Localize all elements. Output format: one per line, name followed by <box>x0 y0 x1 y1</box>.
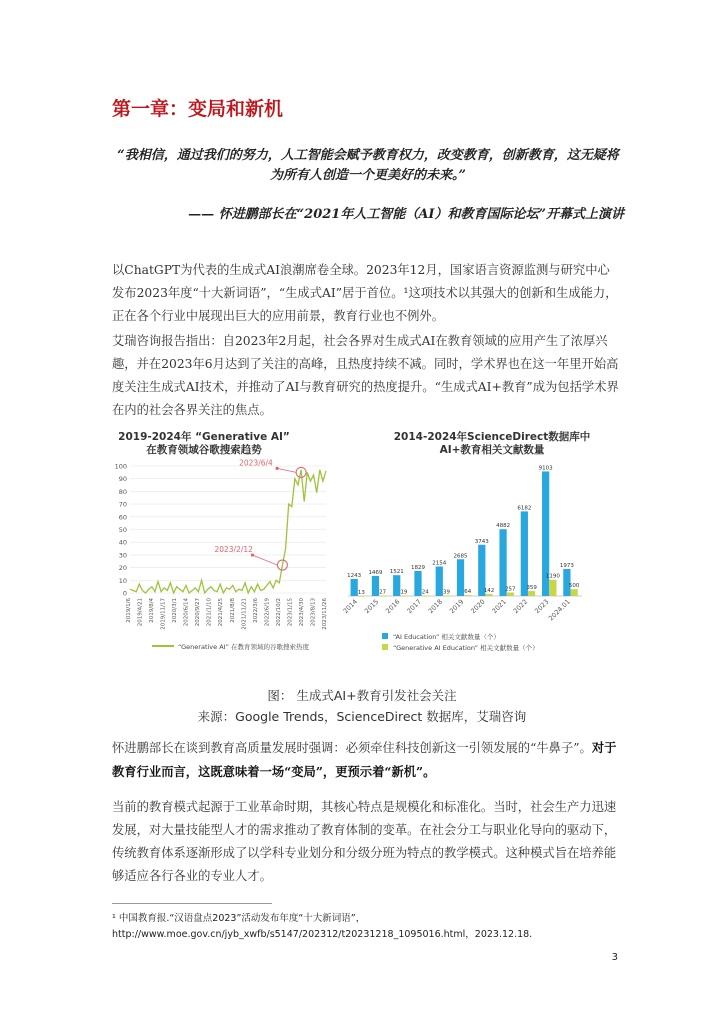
chart2-data-label: 1469 <box>368 569 383 576</box>
chart2-bar <box>528 591 535 596</box>
chart2-xtick-label: 2014 <box>341 597 359 616</box>
footnote-link[interactable]: http://www.moe.gov.cn/jyb_xwfb/s5147/202312/t20231218_1095016.html，2023.12.18. <box>112 929 533 940</box>
chart1-series-line <box>130 470 326 593</box>
chart1-annotation-leader <box>252 555 277 565</box>
chart1-annotation-label: 2023/2/12 <box>214 545 253 555</box>
paragraph-4: 当前的教育模式起源于工业革命时期，其核心特点是规模化和标准化。当时，社会生产力迅速发展，对大量技能型人才的需求推动了教育体制的变革。在社会分工与职业化导向的驱动下，传统教育体系逐渐形成了以学科专业划分和分级分班为特点的教学模式。这种模式旨在培养能够适应各行各业的专业人才。 <box>112 800 617 883</box>
chart2-data-label: 24 <box>421 589 429 596</box>
chart2-xtick-label: 2023 <box>533 597 551 616</box>
chart2-data-label: 13 <box>357 589 365 596</box>
chart2-legend-swatch <box>382 644 388 650</box>
chart2-bar <box>507 592 514 596</box>
chart1-xtick-label: 2021/11/21 <box>241 598 248 630</box>
chart2-xtick-label: 2016 <box>384 597 402 616</box>
chart2-bar <box>521 511 528 596</box>
chart2-bar <box>414 571 421 596</box>
chart1-ytick-label: 80 <box>118 487 127 496</box>
chart1-xtick-label: 2019/1/6 <box>126 598 132 623</box>
chart2-bar <box>358 596 365 597</box>
footnote-line-1: ¹ 中国教育报.“汉语盘点2023”活动发布年度“十大新词语”， <box>112 913 366 924</box>
figure-charts <box>112 428 612 678</box>
chart1-xtick-label: 2019/4/21 <box>137 598 144 627</box>
chart2-subtitle: AI+教育相关文献数量 <box>439 444 545 456</box>
chart1-ytick-label: 10 <box>118 576 127 585</box>
chart1-xtick-label: 2023/4/30 <box>298 598 305 627</box>
chart2-legend-label: “Generative AI Education” 相关文献数量（个） <box>393 644 539 652</box>
quote-attribution: —— 怀进鹏部长在“2021年人工智能（AI）和教育国际论坛”开幕式上演讲 <box>188 207 624 222</box>
chart2-data-label: 4882 <box>496 523 511 530</box>
chart2-data-label: 27 <box>379 589 387 596</box>
paragraph-3-bold: 对于教育行业而言，这既意味着一场“变局”，更预示着“新机”。 <box>112 740 617 779</box>
chart2-bar <box>443 595 450 596</box>
chart2-data-label: 142 <box>483 588 495 595</box>
paragraph-3-text: 怀进鹏部长在谈到教育高质量发展时强调：必须牵住科技创新这一引领发展的“牛鼻子”。 <box>112 741 592 755</box>
chart2-bar <box>372 576 379 596</box>
chart2-data-label: 1829 <box>410 564 425 571</box>
chart1-xtick-label: 2023/11/26 <box>322 598 328 630</box>
page-number: 3 <box>611 952 618 963</box>
chart1-xtick-label: 2021/8/8 <box>229 598 236 623</box>
figure <box>112 428 612 678</box>
chart2-bar <box>436 567 443 596</box>
figure-caption: 图： 生成式AI+教育引发社会关注 <box>267 688 457 703</box>
chart1-xtick-label: 2023/8/13 <box>310 598 317 627</box>
chart2-data-label: 9103 <box>538 465 553 472</box>
chart2-data-label: 3743 <box>474 538 489 545</box>
chart1-xtick-label: 2019/8/4 <box>149 598 156 623</box>
chart2-data-label: 6182 <box>517 505 532 512</box>
chart2-bar <box>464 595 471 596</box>
chart1-xtick-label: 2020/3/1 <box>172 598 179 623</box>
paragraph-2: 艾瑞咨询报告指出：自2023年2月起，社会各界对生成式AI在教育领域的应用产生了浓厚兴趣，并在2023年6月达到了关注的高峰，且热度持续不减。同时，学术界也在这一年里开始高度关注生成式AI技术，并推动了AI与教育研究的热度提升。“生成式AI+教育”成为包括学术界在内的社会各界关注的焦点。 <box>112 334 619 417</box>
chart2-bar <box>571 589 578 596</box>
chart1-ytick-label: 100 <box>114 462 127 471</box>
chart1-annotation-dot <box>276 467 279 470</box>
chart2-xtick-label: 2017 <box>405 597 423 616</box>
chart1-xtick-label: 2021/1/10 <box>206 598 213 627</box>
chart1-title: 2019-2024年 “Generative AI” <box>118 431 290 443</box>
chart1-annotation-label: 2023/6/4 <box>239 458 273 468</box>
chart1-xtick-label: 2022/10/2 <box>275 598 282 627</box>
chart2-data-label: 1973 <box>559 563 574 570</box>
chart2-legend-label: “AI Education” 相关文献数量（个） <box>393 633 500 641</box>
chart2-bar <box>351 579 358 596</box>
chart1-ytick-label: 20 <box>118 564 127 573</box>
chart1-annotation-leader <box>277 468 296 472</box>
chart2-bar <box>549 580 556 596</box>
chart1-xtick-label: 2019/11/17 <box>160 598 167 630</box>
chart1-xtick-label: 2022/6/19 <box>264 598 271 627</box>
chart2-xtick-label: 2021 <box>490 597 508 616</box>
footnote-divider <box>112 903 272 904</box>
chart2-data-label: 1521 <box>389 569 404 576</box>
chart2-bar <box>400 596 407 597</box>
chart2-bar <box>379 596 386 597</box>
chart2-title: 2014-2024年ScienceDirect数据库中 <box>393 431 591 443</box>
chart2-xtick-label: 2024.01 <box>547 597 572 623</box>
chart2-xtick-label: 2022 <box>511 597 530 616</box>
chart1-ytick-label: 90 <box>118 475 127 484</box>
chart2-bar <box>457 559 464 596</box>
chart1-ytick-label: 60 <box>118 513 127 522</box>
chart2-data-label: 2154 <box>432 560 447 567</box>
chart2-xtick-label: 2019 <box>447 597 466 616</box>
chart1-xtick-label: 2020/6/14 <box>183 598 190 627</box>
chart2-data-label: 1190 <box>545 573 560 580</box>
chart2-xtick-label: 2015 <box>362 597 381 616</box>
chart1-ytick-label: 0 <box>122 589 127 598</box>
chart2-bar <box>393 575 400 596</box>
chart1-xtick-label: 2022/3/6 <box>252 598 259 623</box>
chart2-data-label: 257 <box>505 586 516 593</box>
chart2-data-label: 19 <box>400 589 408 596</box>
paragraph-1: 以ChatGPT为代表的生成式AI浪潮席卷全球。2023年12月，国家语言资源监测与研究中心发布2023年度“十大新词语”，“生成式AI”居于首位。¹这项技术以其强大的创新和生成能力，正在各个行业中展现出巨大的应用前景，教育行业也不例外。 <box>112 263 618 323</box>
chart1-ytick-label: 50 <box>118 526 127 534</box>
paragraph-3 <box>112 736 622 784</box>
quote-text: “我相信，通过我们的努力，人工智能会赋予教育权力，改变教育，创新教育，这无疑将为所有人创造一个更美好的未来。” <box>117 148 619 183</box>
chart1-legend-label: “Generative AI” 在教育领域的谷歌搜索热度 <box>178 643 310 651</box>
chart1-ytick-label: 70 <box>118 500 127 509</box>
chart1-xtick-label: 2023/1/15 <box>287 598 294 627</box>
chart2-data-label: 64 <box>464 589 472 596</box>
chart2-data-label: 1243 <box>347 572 362 579</box>
chart2-xtick-label: 2018 <box>426 597 445 616</box>
chart1-xtick-label: 2020/9/27 <box>195 598 202 627</box>
figure-source: 来源：Google Trends，ScienceDirect 数据库，艾瑞咨询 <box>197 709 527 724</box>
chart2-xtick-label: 2020 <box>469 597 487 616</box>
chart1-subtitle: 在教育领域谷歌搜索趋势 <box>146 444 262 456</box>
chart1-ytick-label: 30 <box>118 551 127 560</box>
chart2-data-label: 359 <box>526 585 537 592</box>
chart2-data-label: 500 <box>568 583 580 590</box>
chapter-title: 第一章：变局和新机 <box>112 98 284 120</box>
chart2-bar <box>422 596 429 597</box>
chart2-data-label: 39 <box>442 589 450 596</box>
chart2-data-label: 2685 <box>453 553 468 560</box>
chart1-xtick-label: 2021/4/25 <box>218 598 225 627</box>
chart2-bar <box>485 594 492 596</box>
chart2-legend-swatch <box>382 633 388 639</box>
chart1-ytick-label: 40 <box>118 538 127 547</box>
